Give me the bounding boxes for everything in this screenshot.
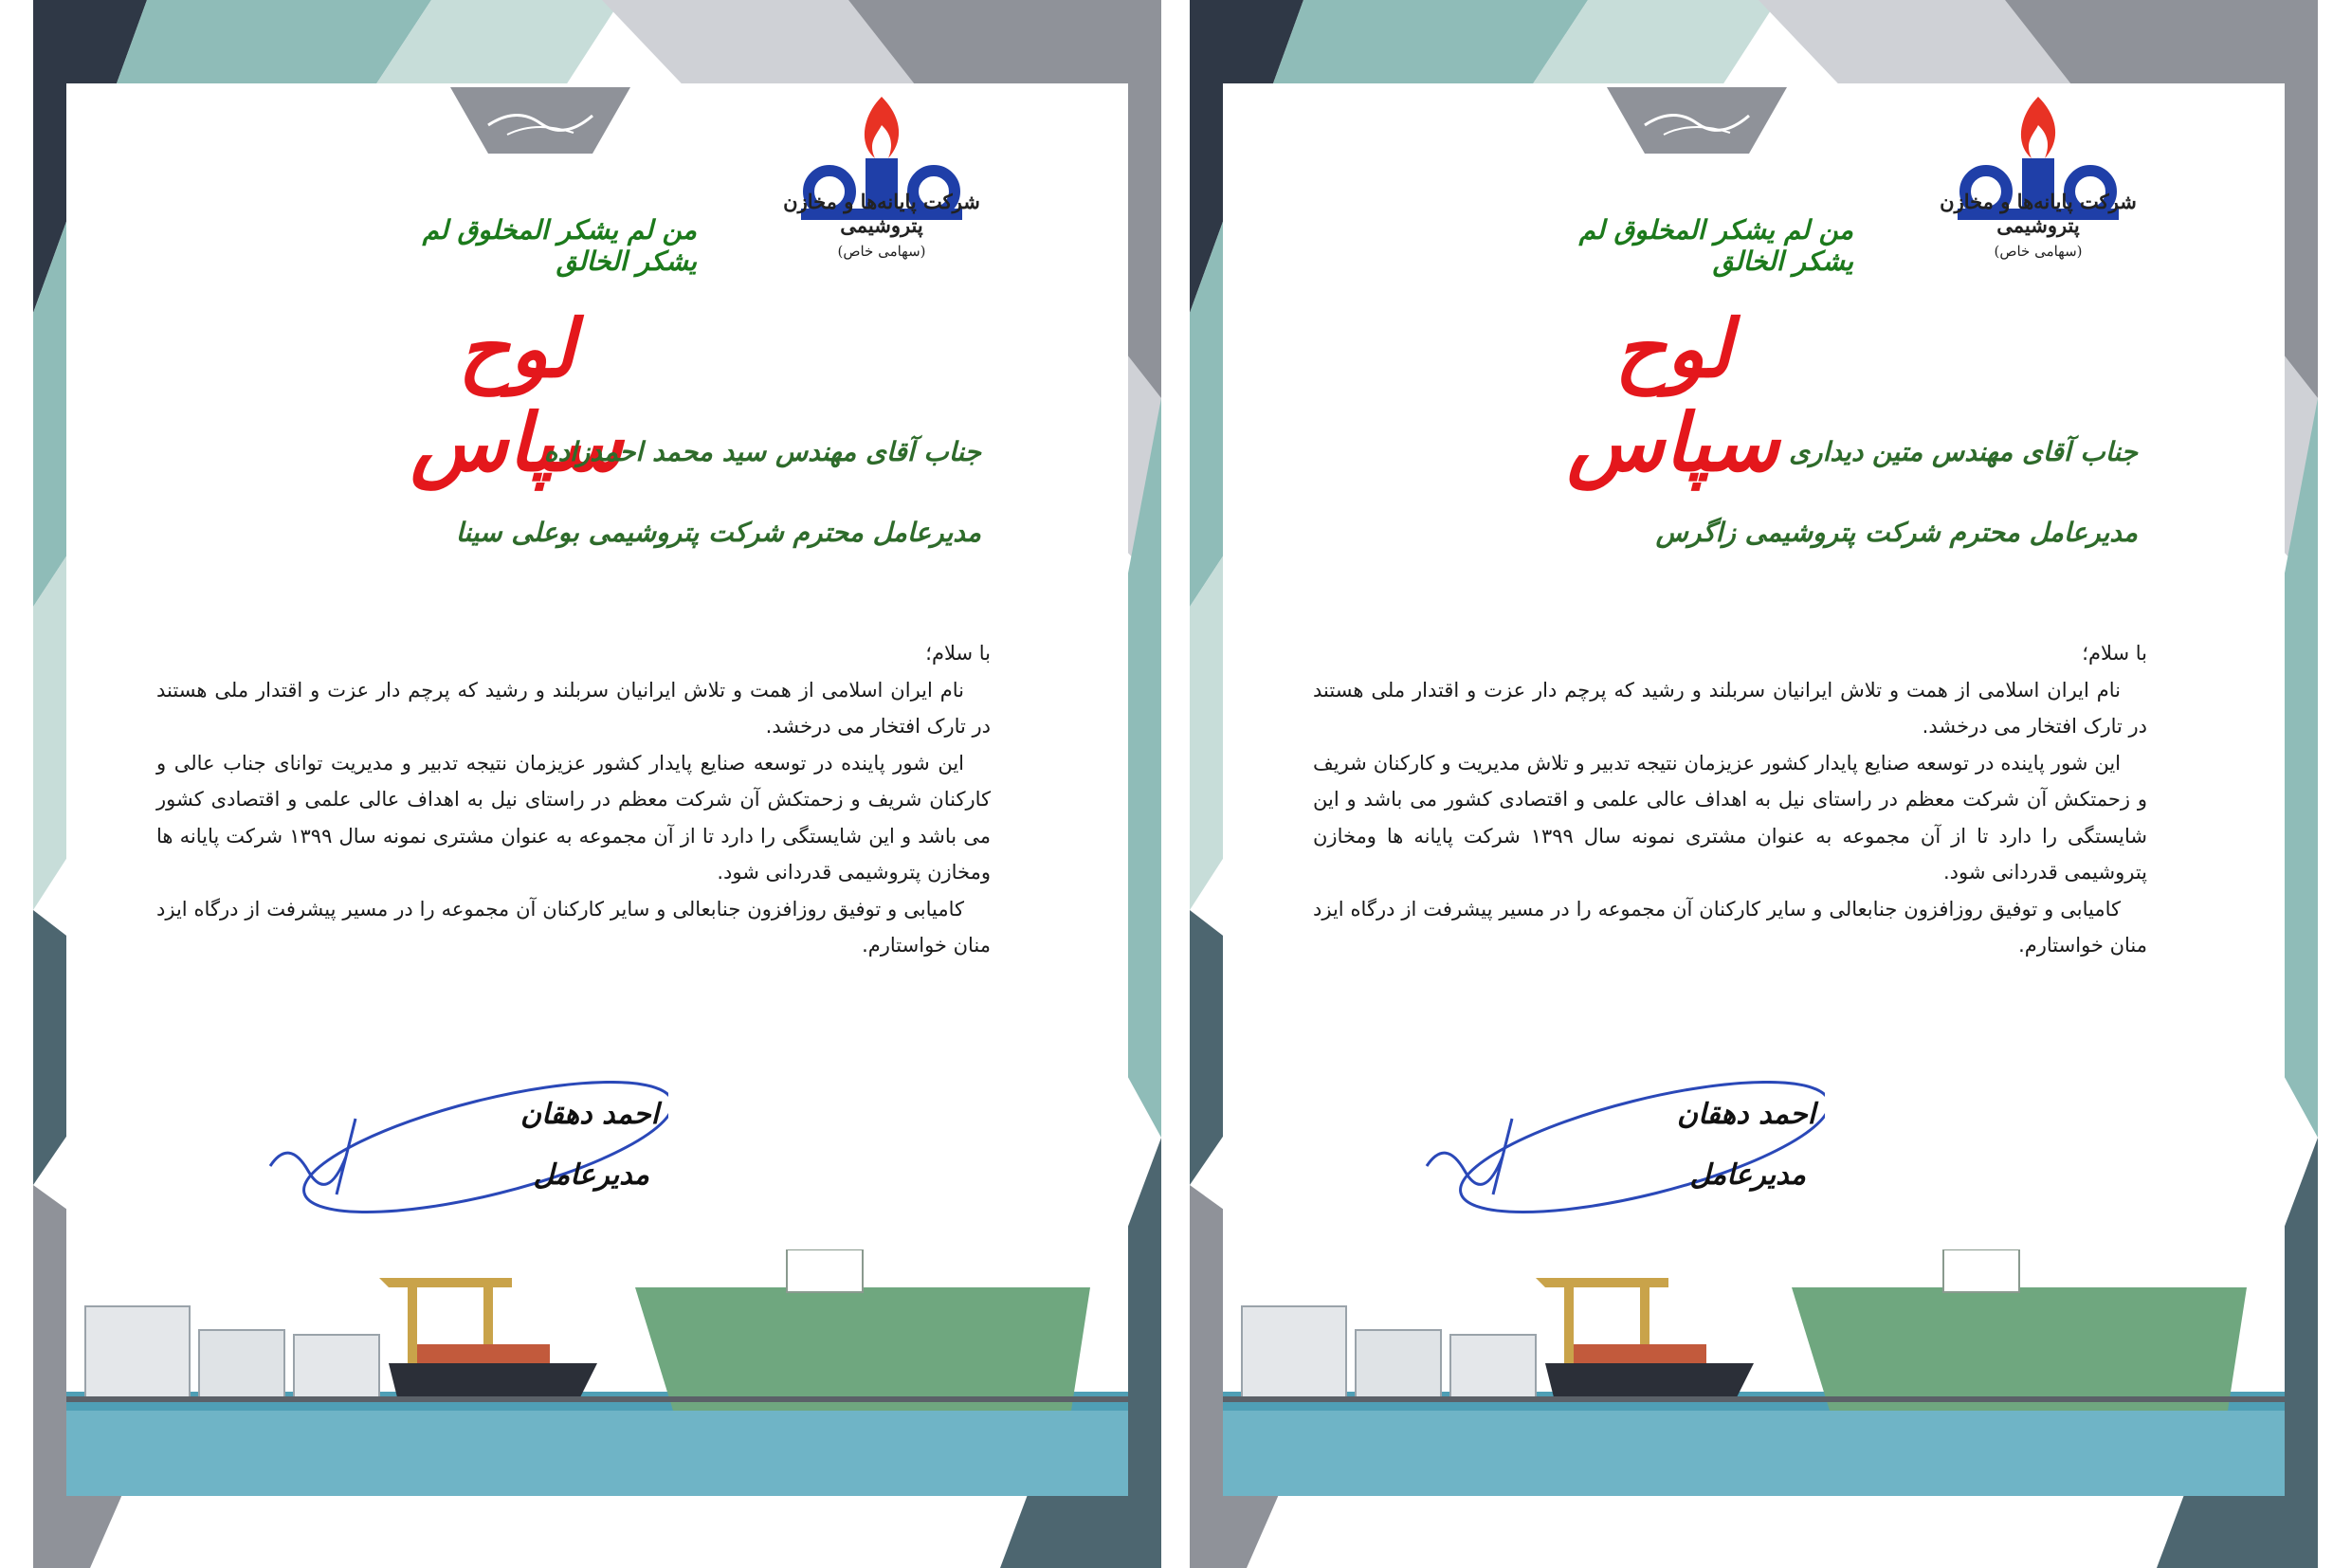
company-name: شرکت پایانه‌ها و مخازن پتروشیمی — [783, 190, 980, 237]
certificate-right — [1190, 0, 2318, 1568]
signer-role: مدیرعامل — [533, 1158, 649, 1192]
paragraph-3: کامیابی و توفیق روزافزون جنابعالی و سایر کارکنان آن مجموعه را در مسیر پیشرفت از درگاه ایزد منان خواستارم. — [156, 897, 991, 957]
paragraph-2: این شور پاینده در توسعه صنایع پایدار کشور عزیزمان نتیجه تدبیر و مدیریت توانای جناب عالی و کارکنان شریف و زحمتکش آن شرکت معظم در راستای نیل به اهداف عالی علمی و اقتصادی کشور می باشد و این شایستگی را دارد تا از آن مجموعه به عنوان مشتری نمونه سال ۱۳۹۹ شرکت پایانه ها ومخازن پتروشیمی قدردانی شود. — [156, 751, 992, 884]
addressee-position: مدیرعامل محترم شرکت پتروشیمی بوعلی سینا — [455, 517, 981, 548]
greeting: با سلام؛ — [2082, 642, 2147, 665]
letter-body — [1313, 635, 2147, 964]
signer-name: احمد دهقان — [520, 1098, 659, 1131]
company-name: شرکت پایانه‌ها و مخازن پتروشیمی — [1940, 190, 2137, 237]
company-type: (سهامی خاص) — [1994, 243, 2083, 260]
paragraph-1: نام ایران اسلامی از همت و تلاش ایرانیان سربلند و رشید که پرچم دار عزت و اقتدار ملی هستند در تارک افتخار می درخشد. — [1313, 678, 2147, 738]
port-terminal-ship-scene-icon — [66, 1249, 1128, 1496]
company-name-block — [744, 190, 1019, 260]
addressee-position: مدیرعامل محترم شرکت پتروشیمی زاگرس — [1655, 517, 2138, 548]
paragraph-1: نام ایران اسلامی از همت و تلاش ایرانیان سربلند و رشید که پرچم دار عزت و اقتدار ملی هستند در تارک افتخار می درخشد. — [156, 678, 991, 738]
signer-role: مدیرعامل — [1689, 1158, 1806, 1192]
addressee-name: جناب آقای مهندس سید محمد احمدزاده — [543, 436, 981, 467]
certificate-title: لوح سپاس — [1567, 301, 1779, 489]
basmala-calligraphy-icon — [1607, 87, 1787, 154]
addressee-name: جناب آقای مهندس متین دیداری — [1789, 436, 2138, 467]
paragraph-3: کامیابی و توفیق روزافزون جنابعالی و سایر کارکنان آن مجموعه را در مسیر پیشرفت از درگاه ایزد منان خواستارم. — [1313, 897, 2147, 957]
motto: من لم یشکر المخلوق لم یشکر الخالق — [422, 214, 697, 277]
certificate-title: لوح سپاس — [410, 301, 623, 489]
letter-body — [156, 635, 991, 964]
certificate-left — [33, 0, 1161, 1568]
company-name-block — [1901, 190, 2176, 260]
motto: من لم یشکر المخلوق لم یشکر الخالق — [1578, 214, 1853, 277]
signer-name: احمد دهقان — [1677, 1098, 1815, 1131]
greeting: با سلام؛ — [925, 642, 991, 665]
basmala-calligraphy-icon — [450, 87, 630, 154]
paragraph-2: این شور پاینده در توسعه صنایع پایدار کشور عزیزمان نتیجه تدبیر و تلاش مدیریت و کارکنان شریف و زحمتکش آن شرکت معظم در راستای نیل به اهداف عالی علمی و اقتصادی کشور می باشد و این شایستگی را دارد تا از آن مجموعه به عنوان مشتری نمونه سال ۱۳۹۹ شرکت پایانه ها ومخازن پتروشیمی قدردانی شود. — [1313, 751, 2147, 884]
port-terminal-ship-scene-icon — [1223, 1249, 2285, 1496]
company-type: (سهامی خاص) — [837, 243, 926, 260]
